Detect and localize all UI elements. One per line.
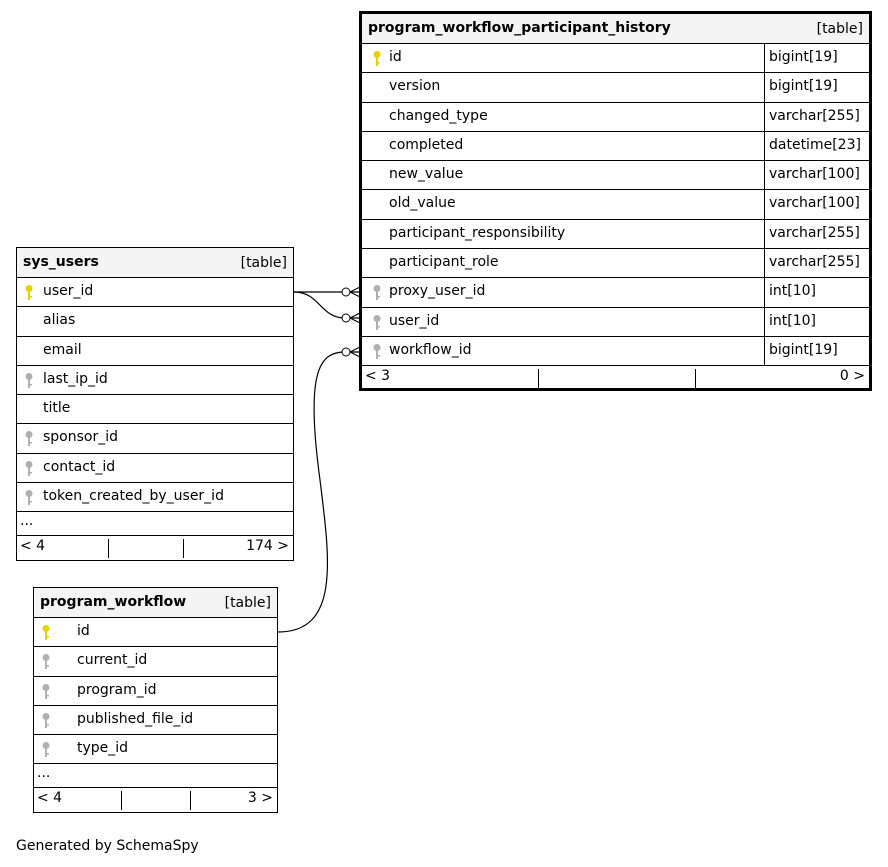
column-row[interactable] (17, 424, 293, 453)
foreign-key-icon (41, 741, 51, 759)
column-name: new_value (389, 166, 464, 183)
column-row[interactable] (17, 395, 293, 424)
column-type: varchar[255] (769, 224, 860, 241)
column-type: int[10] (769, 312, 816, 329)
more-columns: ... (17, 512, 293, 536)
table-name: sys_users (23, 254, 99, 270)
column-type: varchar[100] (769, 166, 860, 183)
table-footer (34, 788, 277, 810)
column-name: sponsor_id (43, 429, 119, 446)
column-row[interactable] (34, 677, 277, 706)
foreign-key-icon (24, 430, 34, 448)
column-name: workflow_id (389, 341, 472, 358)
column-name: token_created_by_user_id (43, 488, 224, 505)
column-row[interactable] (362, 103, 869, 132)
column-row[interactable] (17, 307, 293, 336)
table-name: program_workflow (40, 594, 187, 610)
column-name: proxy_user_id (389, 283, 486, 300)
column-row[interactable] (17, 278, 293, 307)
parent-count[interactable]: < 4 (20, 538, 46, 555)
table-header (17, 248, 293, 278)
column-name: completed (389, 136, 464, 153)
column-row[interactable] (34, 618, 277, 647)
parent-count[interactable]: < 3 (365, 368, 391, 385)
column-type: bigint[19] (769, 78, 838, 95)
table-kind: [table] (240, 255, 287, 271)
column-name: last_ip_id (43, 370, 108, 387)
column-row[interactable] (362, 132, 869, 161)
column-row[interactable] (17, 483, 293, 512)
column-row[interactable] (362, 337, 869, 366)
parent-count[interactable]: < 4 (37, 790, 63, 807)
table-header (362, 14, 869, 44)
edge-end-circle (342, 314, 350, 322)
column-row[interactable] (34, 735, 277, 764)
column-name: id (389, 49, 402, 65)
column-name: version (389, 78, 441, 95)
column-row[interactable] (34, 706, 277, 735)
column-type: bigint[19] (769, 341, 838, 358)
child-count[interactable]: 174 > (246, 538, 289, 555)
edge-end-circle (342, 288, 350, 296)
column-row[interactable] (362, 308, 869, 337)
table-kind: [table] (224, 595, 271, 611)
column-type: varchar[255] (769, 107, 860, 124)
column-row[interactable] (362, 278, 869, 307)
table-program-workflow-participant-history[interactable] (359, 11, 872, 391)
column-name: program_id (77, 681, 157, 698)
column-row[interactable] (17, 366, 293, 395)
column-row[interactable] (362, 249, 869, 278)
column-name: user_id (43, 283, 94, 299)
column-type: varchar[255] (769, 254, 860, 271)
column-type: int[10] (769, 283, 816, 300)
column-name: email (43, 341, 82, 358)
column-name: type_id (77, 740, 129, 757)
foreign-key-icon (24, 489, 34, 507)
edge-sys-users-to-user-id (294, 292, 360, 318)
column-row[interactable] (362, 190, 869, 219)
foreign-key-icon (41, 653, 51, 671)
column-name: current_id (77, 652, 148, 669)
column-name: id (77, 623, 90, 639)
child-count[interactable]: 3 > (247, 790, 273, 807)
column-type: datetime[23] (769, 136, 861, 153)
column-row[interactable] (362, 161, 869, 190)
edge-end-circle (342, 348, 350, 356)
column-name: participant_responsibility (389, 224, 566, 241)
column-name: alias (43, 312, 76, 329)
foreign-key-icon (41, 683, 51, 701)
foreign-key-icon (24, 372, 34, 390)
foreign-key-icon (41, 712, 51, 730)
column-row[interactable] (17, 454, 293, 483)
table-footer (17, 536, 293, 558)
table-sys-users[interactable] (16, 247, 294, 561)
column-name: contact_id (43, 458, 116, 475)
primary-key-icon (24, 284, 34, 302)
table-program-workflow[interactable] (33, 587, 278, 813)
column-row[interactable] (17, 337, 293, 366)
column-name: title (43, 400, 71, 417)
table-footer (362, 366, 869, 388)
column-row[interactable] (362, 220, 869, 249)
table-name: program_workflow_participant_history (368, 20, 671, 36)
generated-by-credit: Generated by SchemaSpy (16, 838, 199, 854)
foreign-key-icon (372, 284, 382, 302)
column-type: bigint[19] (769, 49, 838, 65)
column-name: changed_type (389, 107, 488, 124)
column-name: user_id (389, 312, 440, 329)
foreign-key-icon (372, 314, 382, 332)
table-header (34, 588, 277, 618)
primary-key-icon (372, 50, 382, 68)
child-count[interactable]: 0 > (839, 368, 865, 385)
column-type: varchar[100] (769, 195, 860, 212)
foreign-key-icon (24, 460, 34, 478)
more-columns: ... (34, 764, 277, 788)
column-row[interactable] (362, 44, 869, 73)
column-name: participant_role (389, 254, 499, 271)
column-name: published_file_id (77, 710, 194, 727)
table-kind: [table] (816, 21, 863, 37)
column-row[interactable] (362, 73, 869, 102)
column-name: old_value (389, 195, 456, 212)
primary-key-icon (41, 624, 51, 642)
column-row[interactable] (34, 647, 277, 676)
foreign-key-icon (372, 343, 382, 361)
